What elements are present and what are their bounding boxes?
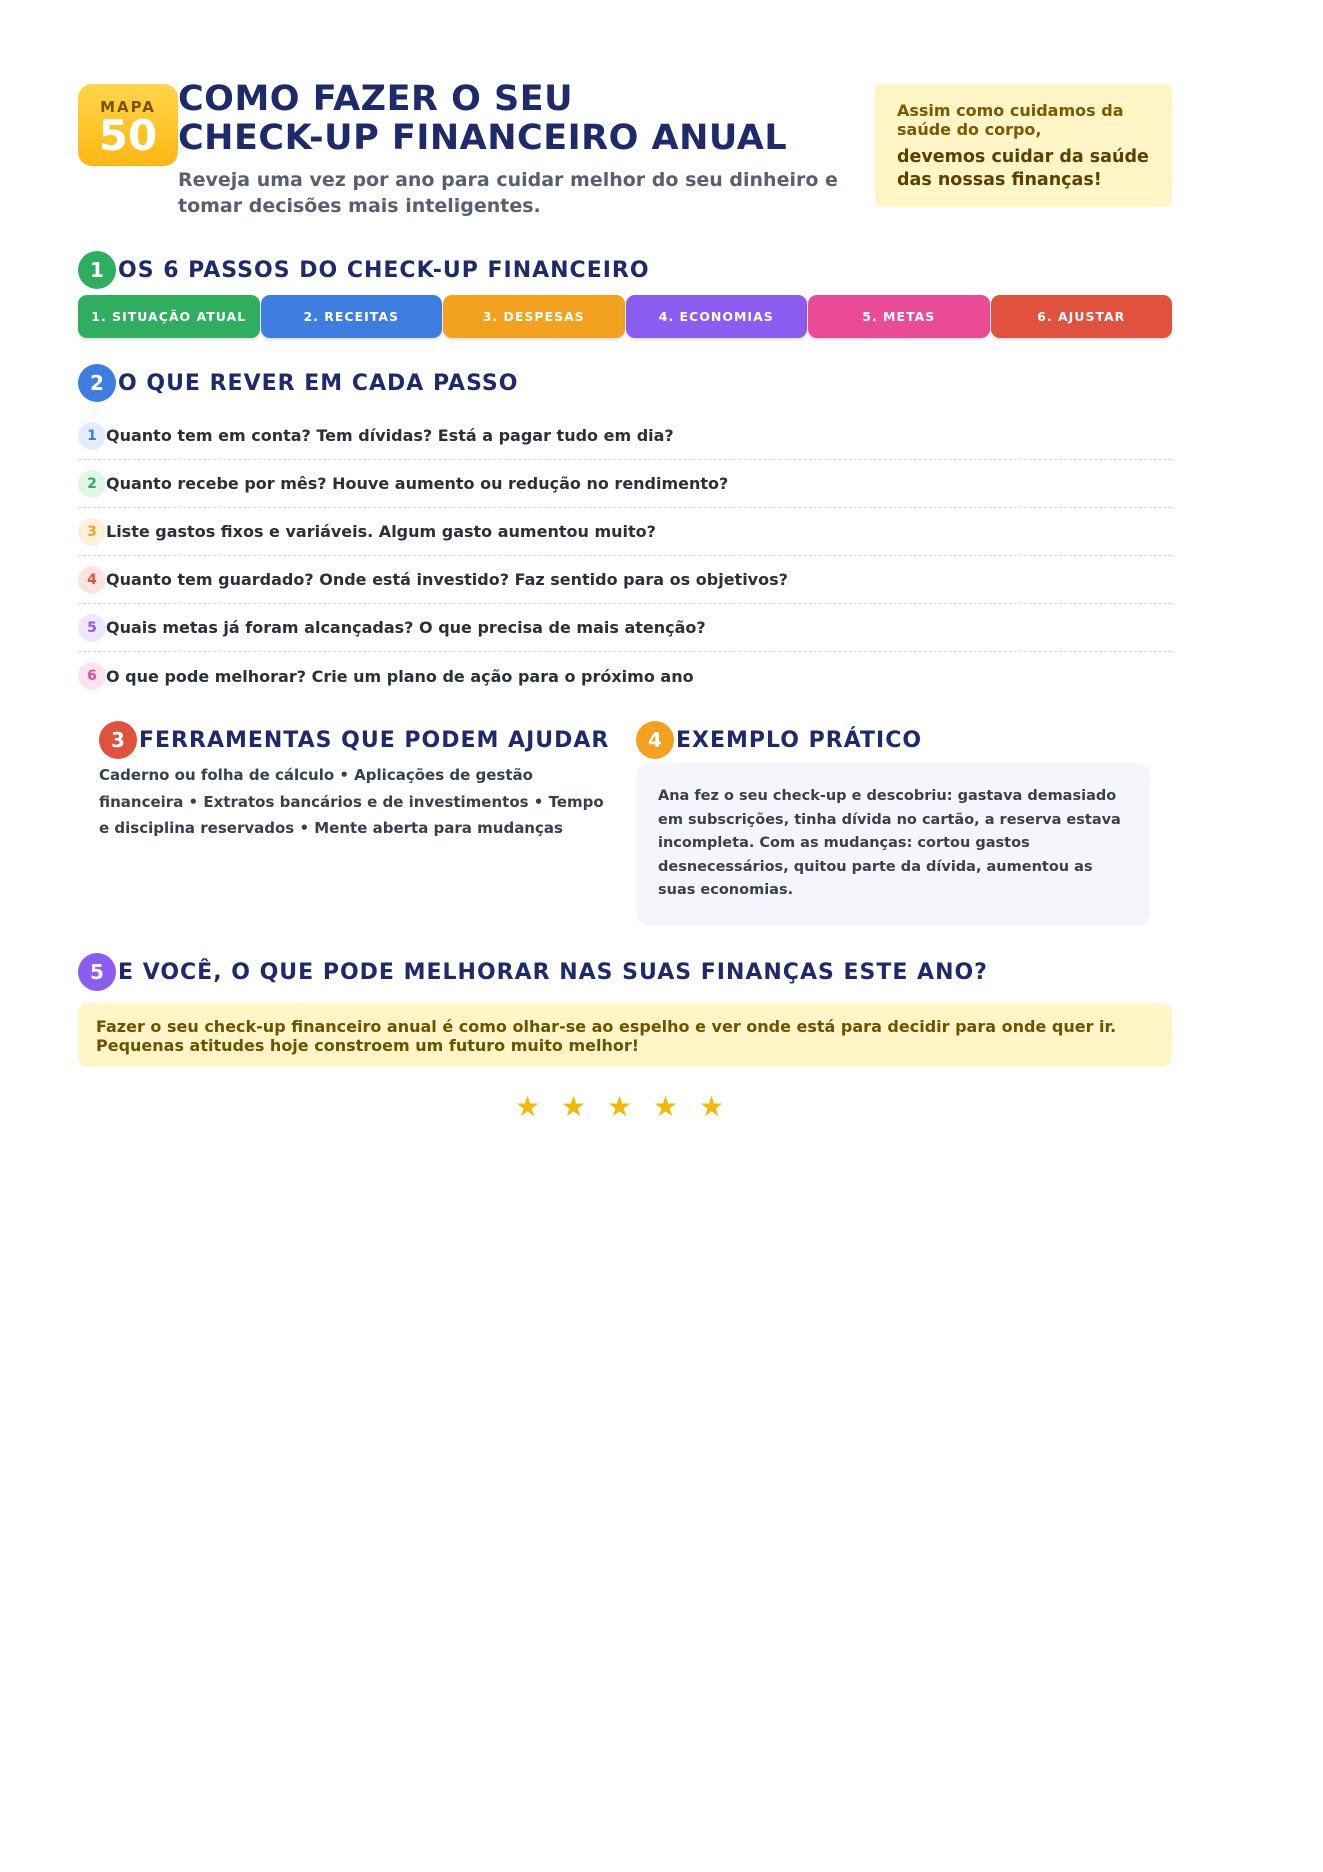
item-text: Quanto recebe por mês? Houve aumento ou redução no rendimento?: [106, 474, 729, 493]
item-text: O que pode melhorar? Crie um plano de ação para o próximo ano: [106, 666, 694, 686]
list-item: [78, 652, 1172, 700]
badge-label: MAPA: [100, 98, 156, 116]
badge-number: 50: [98, 111, 158, 160]
item-number: 5: [78, 614, 106, 642]
footer-line-2: Pequenas atitudes hoje constroem um futuro muito melhor!: [96, 1036, 640, 1055]
item-number: 1: [78, 422, 106, 450]
footer-text: [96, 1017, 1154, 1055]
section-number-4: 4: [636, 721, 674, 759]
step-pill: 4. ECONOMIAS: [626, 295, 808, 338]
section-3-heading: [99, 721, 609, 759]
quote-big: devemos cuidar da saúde das nossas finanças!: [897, 147, 1149, 190]
section-title: O QUE REVER EM CADA PASSO: [118, 370, 519, 396]
section-title: E VOCÊ, O QUE PODE MELHORAR NAS SUAS FINANÇAS ESTE ANO?: [118, 959, 988, 985]
section-title: FERRAMENTAS QUE PODEM AJUDAR: [139, 727, 610, 753]
review-list: [78, 412, 1172, 700]
list-item: [78, 556, 1172, 604]
item-text: Quanto tem guardado? Onde está investido? Faz sentido para os objetivos?: [106, 570, 788, 589]
section-title: EXEMPLO PRÁTICO: [676, 727, 923, 753]
list-item: [78, 508, 1172, 556]
title-line-2: CHECK-UP FINANCEIRO ANUAL: [178, 118, 788, 158]
tools-text: Caderno ou folha de cálculo • Aplicações de gestão financeira • Extratos bancários e de investimentos • Tempo e disciplina reservados • Mente aberta para mudanças: [99, 766, 604, 837]
section-number-2: 2: [78, 364, 116, 402]
section-title: OS 6 PASSOS DO CHECK-UP FINANCEIRO: [118, 257, 650, 283]
steps-bar: [78, 295, 1172, 338]
step-pill: 3. DESPESAS: [443, 295, 625, 338]
footer-line-1: Fazer o seu check-up financeiro anual é como olhar-se ao espelho e ver onde está para decidir para onde quer ir.: [96, 1017, 1117, 1036]
section-5-heading: [78, 953, 988, 991]
page-subtitle: Reveja uma vez por ano para cuidar melhor do seu dinheiro e tomar decisões mais inteligentes.: [178, 169, 838, 217]
map-badge: [78, 84, 178, 166]
quote-box: [875, 84, 1172, 207]
quote-small: Assim como cuidamos da saúde do corpo,: [897, 101, 1124, 139]
section-number-3: 3: [99, 721, 137, 759]
item-number: 3: [78, 518, 106, 546]
item-text: Liste gastos fixos e variáveis. Algum gasto aumentou muito?: [106, 522, 656, 541]
footer-message: [78, 1003, 1172, 1067]
item-number: 4: [78, 566, 106, 594]
example-box: [636, 763, 1150, 926]
item-text: Quais metas já foram alcançadas? O que precisa de mais atenção?: [106, 618, 706, 637]
item-text: Quanto tem em conta? Tem dívidas? Está a pagar tudo em dia?: [106, 426, 674, 445]
section-4-heading: [636, 721, 922, 759]
example-text: Ana fez o seu check-up e descobriu: gastava demasiado em subscrições, tinha dívida no cartão, a reserva estava incompleta. Com as mudanças: cortou gastos desnecessários, quitou parte da dívida, aumentou as suas economias.: [658, 788, 1121, 898]
item-number: 2: [78, 470, 106, 498]
step-pill: 1. SITUAÇÃO ATUAL: [78, 295, 260, 338]
step-pill: 5. METAS: [808, 295, 990, 338]
list-item: [78, 460, 1172, 508]
item-number: 6: [78, 662, 106, 690]
title-line-1: COMO FAZER O SEU: [178, 79, 574, 119]
section-1-heading: [78, 251, 650, 289]
list-item: [78, 412, 1172, 460]
section-2-heading: [78, 364, 518, 402]
list-item: [78, 604, 1172, 652]
page-title: [178, 80, 898, 158]
section-number-1: 1: [78, 251, 116, 289]
stars-rating: ★ ★ ★ ★ ★: [514, 1090, 731, 1123]
step-pill: 2. RECEITAS: [261, 295, 443, 338]
section-number-5: 5: [78, 953, 116, 991]
step-pill: 6. AJUSTAR: [991, 295, 1173, 338]
